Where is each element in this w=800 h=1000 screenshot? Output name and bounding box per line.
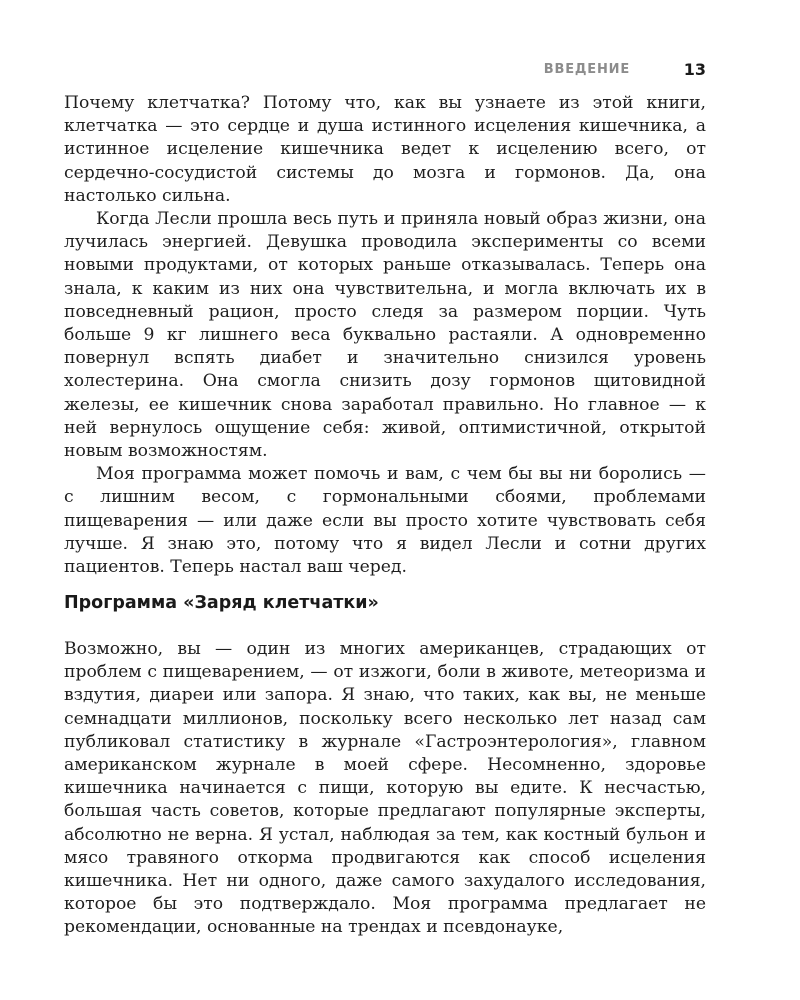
section-text <box>64 638 706 940</box>
page-number: 13 <box>683 60 706 79</box>
body-text <box>64 92 706 579</box>
running-header <box>64 60 706 82</box>
paragraph: Когда Лесли прошла весь путь и приняла новый образ жизни, она лучилась энергией. Девушка проводила эксперименты со всеми новыми продуктами, от которых раньше отказывалась. Теперь она знала, к каким из них она чувствительна, и могла включать их в повседневный рацион, просто следя за размером порции. Чуть больше 9 кг лишнего веса буквально растаяли. А одновременно повернул вспять диабет и значительно снизился уровень холестерина. Она смогла снизить дозу гормонов щитовидной железы, ее кишечник снова заработал правильно. Но главное — к ней вернулось ощущение себя: живой, оптимистичной, открытой новым возможностям. <box>64 209 706 462</box>
paragraph: Возможно, вы — один из многих американцев, страдающих от проблем с пищеварением, — от изжоги, боли в животе, метеоризма и вздутия, диареи или запора. Я знаю, что таких, как вы, не меньше семнадцати миллионов, поскольку всего несколько лет назад сам публиковал статистику в журнале «Гастроэнтерология», главном американском журнале в моей сфере. Несомненно, здоровье кишечника начинается с пищи, которую вы едите. К несчастью, большая часть советов, которые предлагают популярные эксперты, абсолютно не верна. Я устал, наблюдая за тем, как костный бульон и мясо травяного откорма продвигаются как способ исцеления кишечника. Нет ни одного, даже самого захудалого исследования, которое бы это подтверждало. Моя программа предлагает не рекомендации, основанные на трендах и псевдонауке, <box>64 639 706 938</box>
paragraph: Моя программа может помочь и вам, с чем бы вы ни боролись — с лишним весом, с гормональными сбоями, проблемами пищеварения — или даже если вы просто хотите чувствовать себя лучше. Я знаю это, потому что я видел Лесли и сотни других пациентов. Теперь настал ваш черед. <box>64 464 706 578</box>
chapter-name: ВВЕДЕНИЕ <box>543 62 630 77</box>
section-heading: Программа «Заряд клетчатки» <box>64 593 379 613</box>
paragraph: Почему клетчатка? Потому что, как вы узнаете из этой книги, клетчатка — это сердце и душа истинного исцеления кишечника, а истинное исцеление кишечника ведет к исцелению всего, от сердечно-сосудистой системы до мозга и гормонов. Да, она настолько сильна. <box>64 93 706 206</box>
